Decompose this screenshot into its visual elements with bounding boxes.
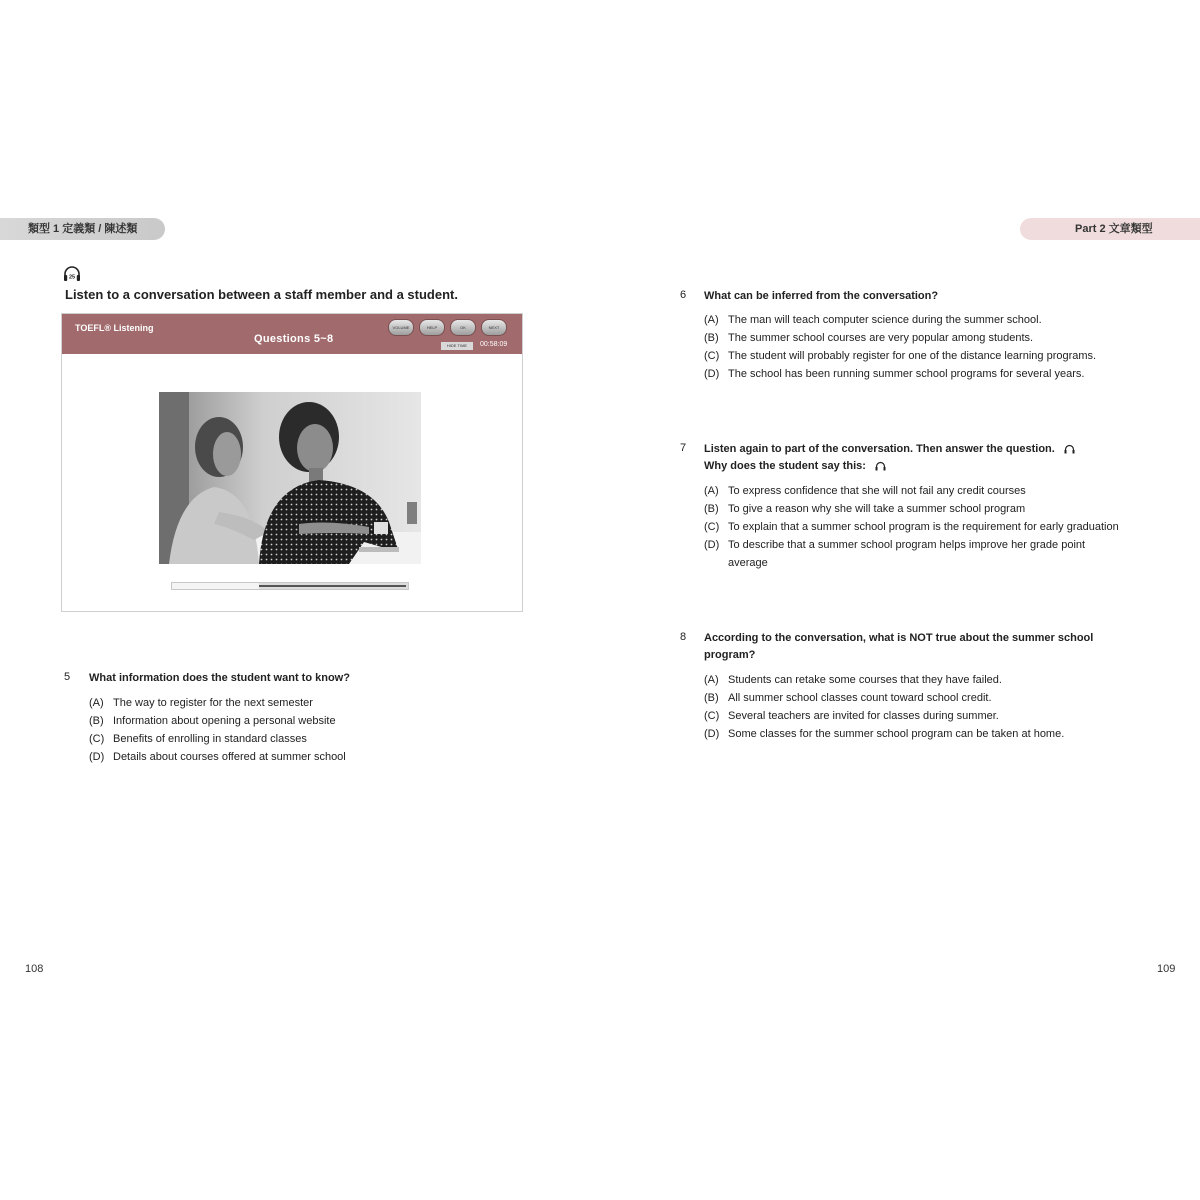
option-letter: (B) xyxy=(704,332,719,344)
page-number-right: 109 xyxy=(1157,963,1176,975)
question-5-option-c[interactable] xyxy=(89,730,346,748)
option-text: Benefits of enrolling in standard classes xyxy=(113,733,307,745)
option-letter: (C) xyxy=(704,710,720,722)
screen-brand: TOEFL® Listening xyxy=(75,323,154,333)
option-text: To describe that a summer school program helps improve her grade point xyxy=(728,539,1086,551)
page-number-left: 108 xyxy=(25,963,44,975)
option-text: Several teachers are invited for classes during summer. xyxy=(728,710,999,722)
option-letter: (D) xyxy=(89,751,105,763)
question-7-options xyxy=(704,482,1119,572)
option-text: All summer school classes count toward school credit. xyxy=(728,692,992,704)
question-8-text xyxy=(704,630,1093,664)
question-7-line-1-text: Listen again to part of the conversation. Then answer the question. xyxy=(704,443,1055,455)
question-8-option-c[interactable] xyxy=(704,707,1064,725)
question-7-option-b[interactable] xyxy=(704,500,1119,518)
option-letter: (D) xyxy=(704,728,720,740)
option-letter: (A) xyxy=(704,674,719,686)
question-5-option-b[interactable] xyxy=(89,712,346,730)
question-6-option-b[interactable] xyxy=(704,329,1096,347)
question-8-option-a[interactable] xyxy=(704,671,1064,689)
replay-quote-icon[interactable] xyxy=(875,461,886,471)
track-number: 25 xyxy=(68,274,76,281)
progress-remaining xyxy=(259,585,406,587)
option-text: To give a reason why she will take a summer school program xyxy=(728,503,1026,515)
option-letter: (C) xyxy=(704,521,720,533)
question-6-option-a[interactable] xyxy=(704,311,1096,329)
option-text: The school has been running summer school programs for several years. xyxy=(728,368,1085,380)
question-6-option-c[interactable] xyxy=(704,347,1096,365)
question-7-option-a[interactable] xyxy=(704,482,1119,500)
question-7-number: 7 xyxy=(680,442,687,454)
question-7-text xyxy=(704,441,1075,475)
timer: 00:58:09 xyxy=(480,341,508,348)
question-7-line-2 xyxy=(704,458,1075,475)
question-8-option-d[interactable] xyxy=(704,725,1064,743)
option-letter: (C) xyxy=(704,350,720,362)
question-6-text: What can be inferred from the conversation? xyxy=(704,290,939,302)
toefl-screen xyxy=(61,313,523,612)
option-letter: (D) xyxy=(704,368,720,380)
option-letter: (B) xyxy=(704,692,719,704)
option-letter: (B) xyxy=(704,503,719,515)
question-7-option-c[interactable] xyxy=(704,518,1119,536)
option-letter: (D) xyxy=(704,539,720,551)
option-text: The summer school courses are very popular among students. xyxy=(728,332,1034,344)
questions-label: Questions 5~8 xyxy=(254,333,334,345)
question-7-line-2-text: Why does the student say this: xyxy=(704,460,866,472)
progress-played xyxy=(172,583,259,589)
question-5-number: 5 xyxy=(64,671,71,683)
option-text: Information about opening a personal website xyxy=(113,715,336,727)
question-8-line-1: According to the conversation, what is NOT true about the summer school xyxy=(704,632,1094,644)
option-letter: (B) xyxy=(89,715,104,727)
question-5-option-d[interactable] xyxy=(89,748,346,766)
option-letter: (A) xyxy=(704,314,719,326)
next-button[interactable]: NEXT xyxy=(481,319,507,336)
replay-audio-icon[interactable] xyxy=(1064,444,1075,454)
question-7-option-d-continuation: average xyxy=(728,557,768,569)
question-5-text: What information does the student want to know? xyxy=(89,672,350,684)
help-button[interactable]: HELP xyxy=(419,319,445,336)
audio-track-icon xyxy=(63,266,81,282)
chapter-tab-right xyxy=(1020,218,1200,240)
option-text: The student will probably register for one of the distance learning programs. xyxy=(728,350,1097,362)
option-text: The man will teach computer science during the summer school. xyxy=(728,314,1042,326)
question-6-options xyxy=(704,311,1096,383)
question-6-number: 6 xyxy=(680,289,687,301)
question-6-option-d[interactable] xyxy=(704,365,1096,383)
chapter-tab-left xyxy=(0,218,165,240)
question-8-number: 8 xyxy=(680,631,687,643)
option-letter: (A) xyxy=(704,485,719,497)
option-letter: (C) xyxy=(89,733,105,745)
chapter-tab-left-label: 類型 1 定義類 / 陳述類 xyxy=(28,223,138,235)
hide-time-button[interactable]: HIDE TIME xyxy=(441,342,473,350)
audio-progress-bar[interactable] xyxy=(171,582,409,590)
option-text: Details about courses offered at summer school xyxy=(113,751,346,763)
question-5-options xyxy=(89,694,346,766)
chapter-tab-right-label: Part 2 文章類型 xyxy=(1075,223,1153,235)
question-7-line-1 xyxy=(704,441,1075,458)
screen-title-bar xyxy=(62,314,522,354)
option-text: To explain that a summer school program is the requirement for early graduation xyxy=(728,521,1119,533)
option-letter: (A) xyxy=(89,697,104,709)
question-8-line-2: program? xyxy=(704,649,756,661)
option-text: Some classes for the summer school program can be taken at home. xyxy=(728,728,1065,740)
ok-button[interactable]: OK xyxy=(450,319,476,336)
option-text: The way to register for the next semester xyxy=(113,697,313,709)
conversation-photo xyxy=(159,392,421,564)
question-8-option-b[interactable] xyxy=(704,689,1064,707)
volume-button[interactable]: VOLUME xyxy=(388,319,414,336)
option-text: To express confidence that she will not fail any credit courses xyxy=(728,485,1026,497)
question-5-option-a[interactable] xyxy=(89,694,346,712)
question-7-option-d[interactable] xyxy=(704,536,1119,554)
option-text: Students can retake some courses that they have failed. xyxy=(728,674,1002,686)
question-8-options xyxy=(704,671,1064,743)
listening-instruction: Listen to a conversation between a staff member and a student. xyxy=(65,287,458,302)
